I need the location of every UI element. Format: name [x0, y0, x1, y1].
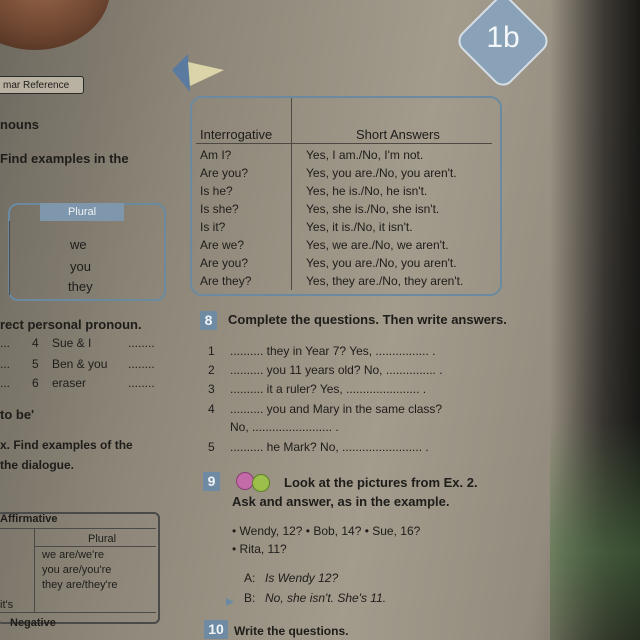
plural-item: they: [68, 279, 93, 294]
to-be-heading: to be': [0, 407, 35, 422]
prompt-bullets: • Wendy, 12? • Bob, 14? • Sue, 16?: [232, 524, 421, 538]
pronoun-word: eraser: [52, 376, 87, 390]
question-cell: Are you?: [200, 166, 249, 180]
grammar-reference-tab: mar Reference: [0, 76, 84, 94]
finger: [0, 0, 110, 50]
nouns-heading: nouns: [0, 117, 39, 132]
question-cell: Are you?: [200, 256, 249, 270]
answer-cell: Yes, she is./No, she isn't.: [306, 202, 440, 216]
answer-cell: Yes, he is./No, he isn't.: [306, 184, 428, 198]
exercise-item: .......... they in Year 7? Yes, ................ .: [230, 344, 436, 358]
exercise-number: 9: [203, 472, 220, 491]
answer-cell: Yes, it is./No, it isn't.: [306, 220, 413, 234]
question-cell: Am I?: [200, 148, 232, 162]
pronoun-number: 6: [32, 376, 39, 390]
its-text: it's: [0, 599, 14, 611]
exercise-instruction: Complete the questions. Then write answers.: [228, 312, 507, 327]
exercise-item: .......... it a ruler? Yes, ...................... .: [230, 382, 427, 396]
question-cell: Is it?: [200, 220, 226, 234]
exercise-number: 10: [204, 620, 228, 639]
pronoun-lead: ...: [0, 376, 11, 390]
negative-heading: Negative: [10, 617, 56, 629]
pair-work-icon: [252, 474, 270, 492]
answer-cell: Yes, we are./No, we aren't.: [306, 238, 449, 252]
exercise-item: .......... you and Mary in the same class?: [230, 402, 443, 416]
pronoun-word: Ben & you: [52, 357, 108, 371]
speaker-b-label: B:: [244, 591, 256, 605]
plural-item: you: [70, 259, 91, 274]
item-number: 3: [208, 382, 215, 396]
exercise-instruction: Ask and answer, as in the example.: [232, 494, 450, 509]
exercise-item: .......... you 11 years old? No, ............... .: [230, 363, 443, 377]
divider: [34, 528, 35, 612]
pronoun-number: 5: [32, 357, 39, 371]
dialogue-text: the dialogue.: [0, 458, 75, 472]
answer-cell: Yes, you are./No, you aren't.: [306, 256, 457, 270]
short-answers-header: Short Answers: [356, 127, 440, 142]
question-cell: Is he?: [200, 184, 233, 198]
pronoun-blank: ........: [128, 336, 155, 350]
divider: [291, 98, 292, 290]
speech-shape-icon: [168, 52, 228, 96]
prompt-bullets: • Rita, 11?: [232, 542, 287, 556]
item-number: 4: [208, 402, 215, 416]
pronoun-blank: ........: [128, 357, 155, 371]
example-answer: No, she isn't. She's 11.: [265, 591, 387, 605]
divider: [0, 528, 156, 529]
plural-header: Plural: [40, 203, 124, 221]
answer-cell: Yes, they are./No, they aren't.: [306, 274, 464, 288]
interrogative-header: Interrogative: [200, 127, 273, 142]
pronoun-lead: ...: [0, 336, 11, 350]
exercise-item: .......... he Mark? No, ........................ .: [230, 440, 429, 454]
exercise-instruction: Look at the pictures from Ex. 2.: [284, 475, 478, 490]
question-cell: Are they?: [200, 274, 252, 288]
affirmative-row: you are/you're: [42, 564, 112, 576]
find-examples-text: Find examples in the: [0, 151, 129, 166]
pronoun-lead: ...: [0, 357, 11, 371]
plural-item: we: [70, 237, 87, 252]
example-arrow-icon: [226, 598, 234, 606]
answer-cell: Yes, you are./No, you aren't.: [306, 166, 457, 180]
plural-subheading: Plural: [88, 533, 117, 545]
background-object: [550, 420, 640, 640]
item-number: 5: [208, 440, 215, 454]
pronoun-number: 4: [32, 336, 39, 350]
divider: [0, 612, 156, 613]
pronoun-blank: ........: [128, 376, 155, 390]
item-number: 1: [208, 344, 215, 358]
divider: [9, 221, 10, 295]
unit-badge: 1b: [486, 21, 520, 54]
affirmative-row: they are/they're: [42, 579, 118, 591]
item-number: 2: [208, 363, 215, 377]
exercise-instruction: Write the questions.: [234, 624, 349, 638]
question-cell: Is she?: [200, 202, 239, 216]
example-question: Is Wendy 12?: [265, 571, 339, 585]
exercise-item: No, ........................ .: [230, 420, 339, 434]
personal-pronoun-instruction: rect personal pronoun.: [0, 317, 142, 332]
exercise-number: 8: [200, 311, 217, 330]
question-cell: Are we?: [200, 238, 245, 252]
affirmative-row: we are/we're: [42, 549, 105, 561]
pronoun-word: Sue & I: [52, 336, 92, 350]
answer-cell: Yes, I am./No, I'm not.: [306, 148, 424, 162]
affirmative-heading: Affirmative: [0, 513, 58, 525]
find-examples-dialogue: x. Find examples of the: [0, 438, 133, 452]
speaker-a-label: A:: [244, 571, 256, 585]
